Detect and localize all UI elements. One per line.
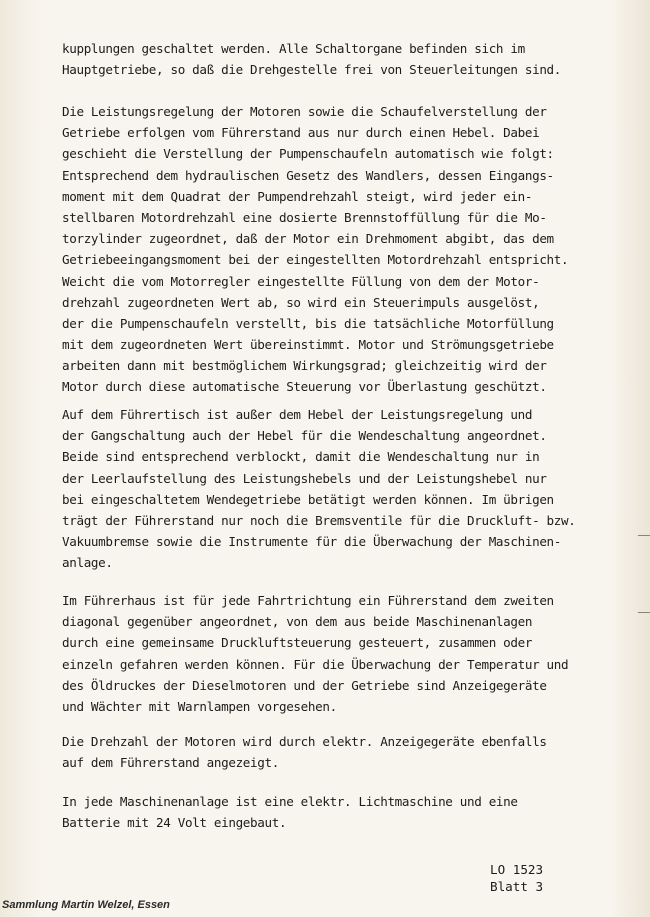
margin-mark xyxy=(638,612,650,613)
text-line: bei eingeschaltetem Wendegetriebe betätigt werden können. Im übrigen xyxy=(62,491,554,507)
paragraph-4 xyxy=(62,590,642,717)
paragraph-3 xyxy=(62,404,642,574)
text-line: Die Drehzahl der Motoren wird durch elektr. Anzeigegeräte ebenfalls xyxy=(62,734,547,749)
text-line: trägt der Führerstand nur noch die Bremsventile für die Druckluft- bzw. xyxy=(62,512,576,528)
text-line: In jede Maschinenanlage ist eine elektr. Lichtmaschine und eine xyxy=(62,794,518,809)
text-line: moment mit dem Quadrat der Pumpendrehzahl steigt, wird jeder ein- xyxy=(62,188,533,204)
text-line: Weicht die vom Motorregler eingestellte Füllung von dem der Motor- xyxy=(62,273,540,289)
text-line: der Gangschaltung auch der Hebel für die Wendeschaltung angeordnet. xyxy=(62,428,547,444)
text-line: einzeln gefahren werden können. Für die Überwachung der Temperatur und xyxy=(62,656,569,672)
text-line: der die Pumpenschaufeln verstellt, bis die tatsächliche Motorfüllung xyxy=(62,315,554,331)
text-line: diagonal gegenüber angeordnet, von dem aus beide Maschinenanlagen xyxy=(62,614,533,630)
text-line: Motor durch diese automatische Steuerung vor Überlastung geschützt. xyxy=(62,379,547,395)
text-line: Die Leistungsregelung der Motoren sowie die Schaufelverstellung der xyxy=(62,104,547,119)
text-line: Im Führerhaus ist für jede Fahrtrichtung ein Führerstand dem zweiten xyxy=(62,593,554,608)
text-line: des Öldruckes der Dieselmotoren und der Getriebe sind Anzeigegeräte xyxy=(62,677,547,693)
paragraph-1 xyxy=(62,38,642,80)
text-line: Entsprechend dem hydraulischen Gesetz des Wandlers, dessen Eingangs- xyxy=(62,167,554,183)
text-line: Getriebe erfolgen vom Führerstand aus nur durch einen Hebel. Dabei xyxy=(62,125,540,141)
text-line: Getriebeeingangsmoment bei der eingestellten Motordrehzahl entspricht. xyxy=(62,252,569,268)
text-line: und Wächter mit Warnlampen vorgesehen. xyxy=(62,698,337,714)
text-line: Batterie mit 24 Volt eingebaut. xyxy=(62,815,287,831)
text-line: torzylinder zugeordnet, daß der Motor ein Drehmoment abgibt, das dem xyxy=(62,231,554,247)
text-line: Hauptgetriebe, so daß die Drehgestelle frei von Steuerleitungen sind. xyxy=(62,62,562,78)
text-line: drehzahl zugeordneten Wert ab, so wird ein Steuerimpuls ausgelöst, xyxy=(62,294,540,310)
text-line: mit dem zugeordneten Wert übereinstimmt. Motor und Strömungsgetriebe xyxy=(62,337,554,353)
text-line: durch eine gemeinsame Druckluftsteuerung gesteuert, zusammen oder xyxy=(62,635,533,651)
text-line: auf dem Führerstand angezeigt. xyxy=(62,755,279,771)
text-line: geschieht die Verstellung der Pumpenschaufeln automatisch wie folgt: xyxy=(62,146,554,162)
doc-ref: LO 1523 xyxy=(490,862,544,877)
text-line: der Leerlaufstellung des Leistungshebels und der Leistungshebel nur xyxy=(62,470,547,486)
paragraph-6 xyxy=(62,791,642,833)
paragraph-2 xyxy=(62,101,642,398)
collection-watermark: Sammlung Martin Welzel, Essen xyxy=(2,899,170,911)
margin-mark xyxy=(638,535,650,536)
text-line: Beide sind entsprechend verblockt, damit die Wendeschaltung nur in xyxy=(62,449,540,465)
text-line: anlage. xyxy=(62,555,113,571)
text-line: kupplungen geschaltet werden. Alle Schaltorgane befinden sich im xyxy=(62,41,525,56)
text-line: Auf dem Führertisch ist außer dem Hebel der Leistungsregelung und xyxy=(62,407,533,422)
text-line: Vakuumbremse sowie die Instrumente für die Überwachung der Maschinen- xyxy=(62,534,562,550)
paragraph-5 xyxy=(62,731,642,773)
text-line: stellbaren Motordrehzahl eine dosierte Brennstoffüllung für die Mo- xyxy=(62,209,547,225)
sheet-number: Blatt 3 xyxy=(490,879,544,894)
document-reference xyxy=(490,861,543,895)
text-line: arbeiten dann mit bestmöglichem Wirkungsgrad; gleichzeitig wird der xyxy=(62,358,547,374)
